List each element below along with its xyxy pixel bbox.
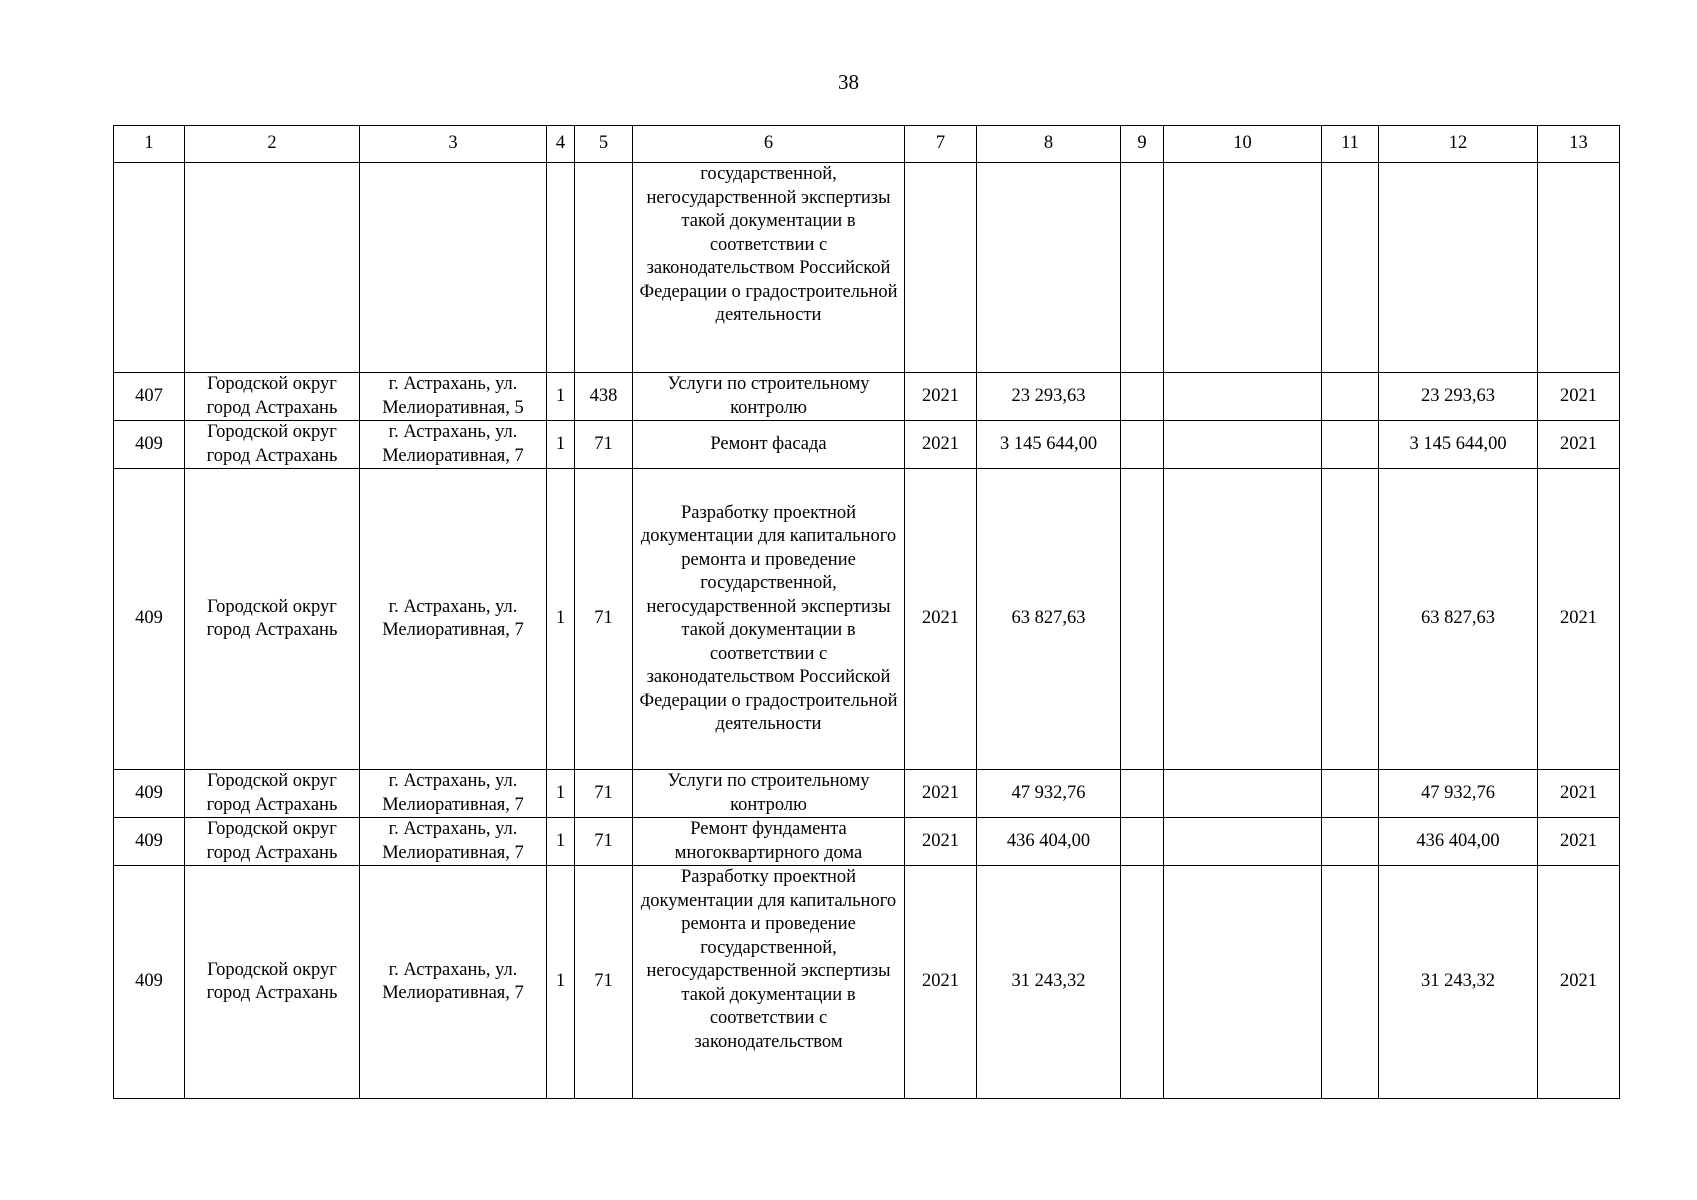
cell-col4 — [547, 163, 575, 373]
table-row — [114, 818, 1620, 866]
cell-address — [360, 163, 547, 373]
cell-col4: 1 — [547, 373, 575, 421]
cell-work-type: Разработку проектной документации для капитального ремонта и проведение государственной, негосударственной экспертизы такой документации в соответствии с законодательством — [633, 866, 905, 1099]
cell-amount-total — [1379, 163, 1538, 373]
cell-col5 — [575, 163, 633, 373]
cell-end-year: 2021 — [1538, 421, 1620, 469]
cell-amount: 47 932,76 — [977, 770, 1121, 818]
cell-amount-total: 31 243,32 — [1379, 866, 1538, 1099]
cell-municipality: Городской округ город Астрахань — [185, 770, 360, 818]
cell-col11 — [1322, 373, 1379, 421]
page-number: 38 — [838, 70, 859, 94]
cell-year — [905, 163, 977, 373]
cell-municipality: Городской округ город Астрахань — [185, 421, 360, 469]
column-header: 2 — [185, 126, 360, 163]
cell-end-year: 2021 — [1538, 818, 1620, 866]
cell-col11 — [1322, 866, 1379, 1099]
cell-col4: 1 — [547, 818, 575, 866]
column-header: 1 — [114, 126, 185, 163]
cell-year: 2021 — [905, 421, 977, 469]
column-header: 4 — [547, 126, 575, 163]
column-header: 8 — [977, 126, 1121, 163]
cell-address: г. Астрахань, ул. Мелиоративная, 7 — [360, 818, 547, 866]
column-header: 10 — [1164, 126, 1322, 163]
cell-amount-total: 3 145 644,00 — [1379, 421, 1538, 469]
cell-work-type: Разработку проектной документации для капитального ремонта и проведение государственной, негосударственной экспертизы такой документации в соответствии с законодательством Российской Федерации о градостроительной деятельности — [633, 469, 905, 770]
cell-col11 — [1322, 770, 1379, 818]
cell-row-number: 409 — [114, 421, 185, 469]
cell-work-type: Ремонт фундамента многоквартирного дома — [633, 818, 905, 866]
cell-address: г. Астрахань, ул. Мелиоративная, 7 — [360, 421, 547, 469]
cell-amount — [977, 163, 1121, 373]
cell-year: 2021 — [905, 373, 977, 421]
cell-col10 — [1164, 373, 1322, 421]
cell-col11 — [1322, 469, 1379, 770]
cell-row-number: 409 — [114, 770, 185, 818]
column-number-row — [114, 126, 1620, 163]
cell-col10 — [1164, 163, 1322, 373]
cell-col10 — [1164, 866, 1322, 1099]
table-row — [114, 373, 1620, 421]
cell-row-number: 409 — [114, 469, 185, 770]
cell-amount: 63 827,63 — [977, 469, 1121, 770]
cell-work-type: Услуги по строительному контролю — [633, 770, 905, 818]
cell-municipality — [185, 163, 360, 373]
cell-end-year: 2021 — [1538, 770, 1620, 818]
cell-address: г. Астрахань, ул. Мелиоративная, 7 — [360, 469, 547, 770]
cell-address: г. Астрахань, ул. Мелиоративная, 7 — [360, 866, 547, 1099]
cell-municipality: Городской округ город Астрахань — [185, 469, 360, 770]
cell-amount: 3 145 644,00 — [977, 421, 1121, 469]
cell-col11 — [1322, 421, 1379, 469]
cell-col4: 1 — [547, 421, 575, 469]
cell-col5: 71 — [575, 866, 633, 1099]
cell-end-year: 2021 — [1538, 373, 1620, 421]
cell-col5: 71 — [575, 818, 633, 866]
cell-year: 2021 — [905, 469, 977, 770]
cell-amount-total: 23 293,63 — [1379, 373, 1538, 421]
column-header: 6 — [633, 126, 905, 163]
cell-col5: 71 — [575, 770, 633, 818]
cell-row-number: 409 — [114, 866, 185, 1099]
cell-col9 — [1121, 469, 1164, 770]
cell-col11 — [1322, 818, 1379, 866]
register-table — [113, 125, 1620, 1099]
cell-col4: 1 — [547, 469, 575, 770]
cell-amount: 23 293,63 — [977, 373, 1121, 421]
cell-work-type: государственной, негосударственной экспертизы такой документации в соответствии с законодательством Российской Федерации о градостроительной деятельности — [633, 163, 905, 373]
cell-col4: 1 — [547, 866, 575, 1099]
cell-col4: 1 — [547, 770, 575, 818]
table-row — [114, 866, 1620, 1099]
cell-col10 — [1164, 469, 1322, 770]
cell-end-year: 2021 — [1538, 866, 1620, 1099]
cell-year: 2021 — [905, 866, 977, 1099]
cell-end-year — [1538, 163, 1620, 373]
cell-col5: 71 — [575, 421, 633, 469]
column-header: 9 — [1121, 126, 1164, 163]
cell-year: 2021 — [905, 818, 977, 866]
column-header: 7 — [905, 126, 977, 163]
cell-amount-total: 436 404,00 — [1379, 818, 1538, 866]
column-header: 3 — [360, 126, 547, 163]
cell-col5: 71 — [575, 469, 633, 770]
cell-col10 — [1164, 770, 1322, 818]
cell-col9 — [1121, 866, 1164, 1099]
cell-address: г. Астрахань, ул. Мелиоративная, 7 — [360, 770, 547, 818]
cell-municipality: Городской округ город Астрахань — [185, 866, 360, 1099]
cell-col10 — [1164, 818, 1322, 866]
column-header: 5 — [575, 126, 633, 163]
table-row — [114, 163, 1620, 373]
cell-end-year: 2021 — [1538, 469, 1620, 770]
cell-col11 — [1322, 163, 1379, 373]
cell-row-number — [114, 163, 185, 373]
cell-amount-total: 63 827,63 — [1379, 469, 1538, 770]
cell-col9 — [1121, 818, 1164, 866]
cell-work-type: Ремонт фасада — [633, 421, 905, 469]
column-header: 12 — [1379, 126, 1538, 163]
cell-work-type: Услуги по строительному контролю — [633, 373, 905, 421]
column-header: 13 — [1538, 126, 1620, 163]
cell-municipality: Городской округ город Астрахань — [185, 373, 360, 421]
table-row — [114, 421, 1620, 469]
cell-row-number: 407 — [114, 373, 185, 421]
cell-amount: 436 404,00 — [977, 818, 1121, 866]
cell-col9 — [1121, 421, 1164, 469]
cell-address: г. Астрахань, ул. Мелиоративная, 5 — [360, 373, 547, 421]
cell-col9 — [1121, 770, 1164, 818]
column-header: 11 — [1322, 126, 1379, 163]
cell-col9 — [1121, 163, 1164, 373]
cell-col9 — [1121, 373, 1164, 421]
table-row — [114, 770, 1620, 818]
cell-col5: 438 — [575, 373, 633, 421]
cell-col10 — [1164, 421, 1322, 469]
table-row — [114, 469, 1620, 770]
cell-amount: 31 243,32 — [977, 866, 1121, 1099]
cell-amount-total: 47 932,76 — [1379, 770, 1538, 818]
cell-year: 2021 — [905, 770, 977, 818]
cell-row-number: 409 — [114, 818, 185, 866]
cell-municipality: Городской округ город Астрахань — [185, 818, 360, 866]
